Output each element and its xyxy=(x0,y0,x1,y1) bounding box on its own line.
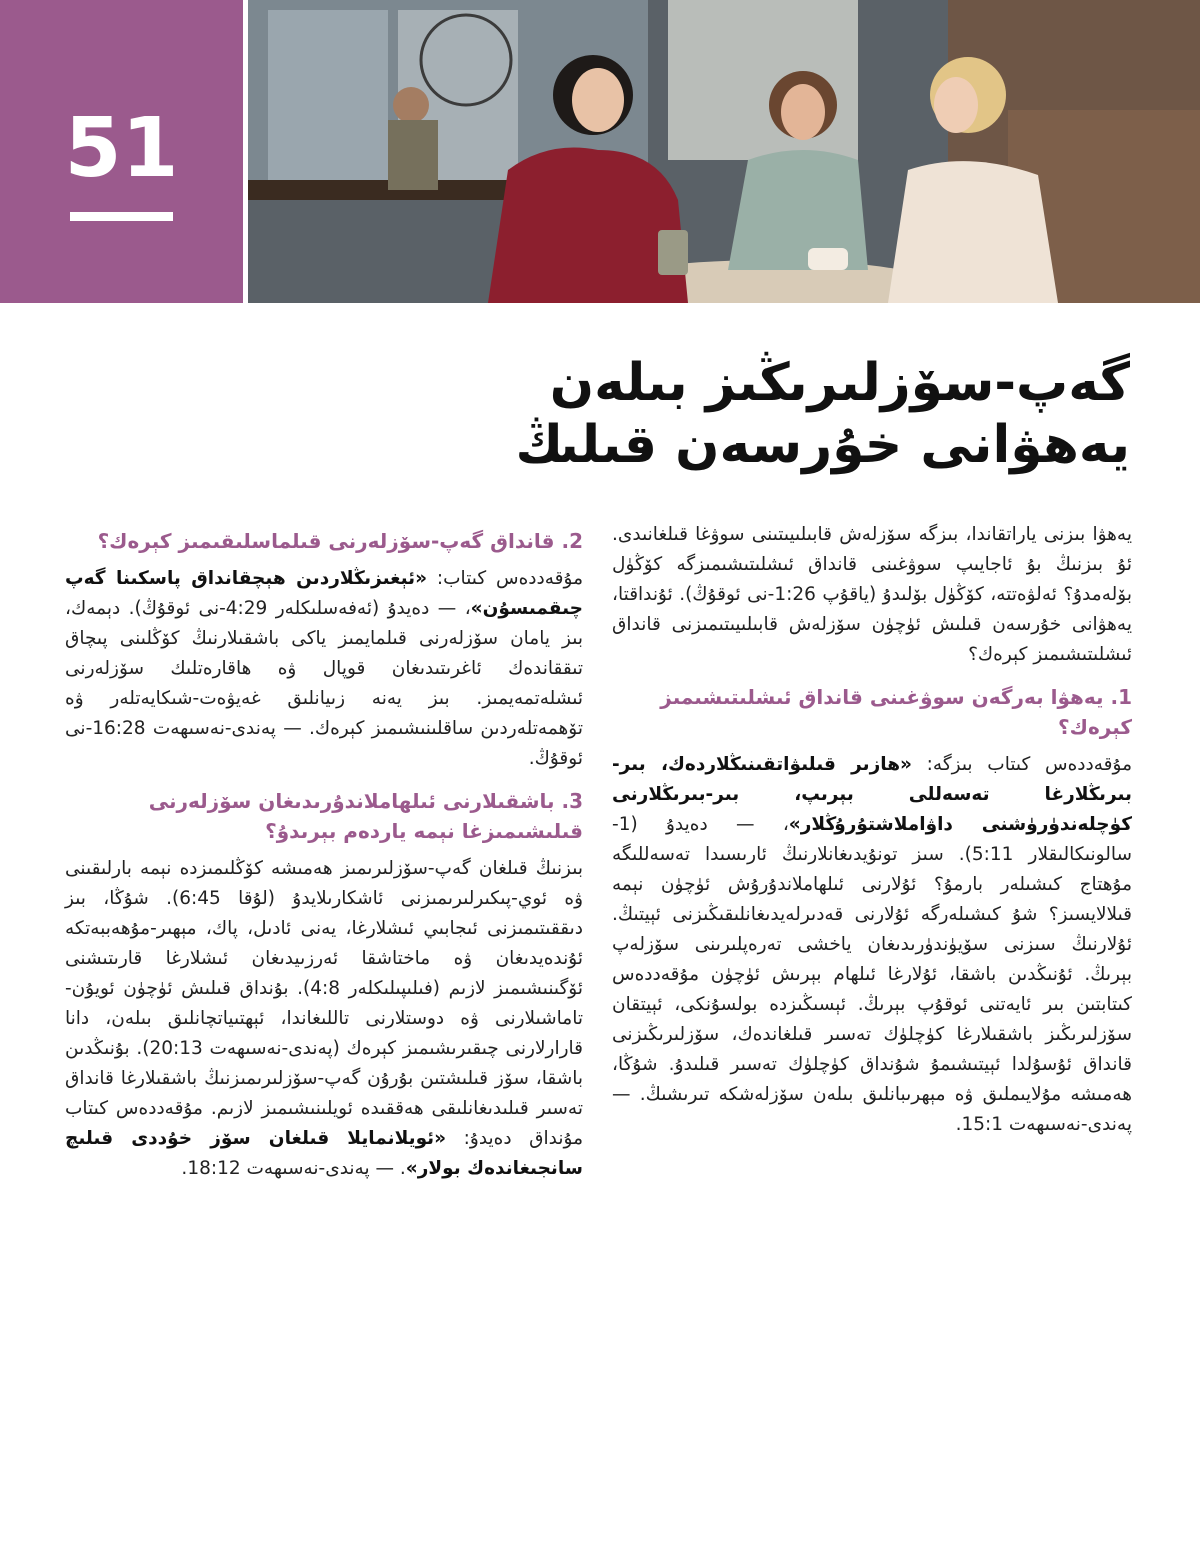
section-2-lead: مۇقەددەس كىتاب: xyxy=(427,568,583,589)
cafe-photo-illustration xyxy=(248,0,1200,303)
section-3-text: بىزنىڭ قىلغان گەپ-سۆزلىرىمىز ھەمىشە كۆڭلىمىزدە نېمە بارلىقىنى ۋە ئوي-پىكىرلىرىمىزنى ئاشكارىلايدۇ (لۇقا 6:45). شۇڭا، بىز دىققىتىمىزنى ئىجابىي ئىشلارغا، يەنى ئادىل، پاك، مېھىر-مۇھەببەتكە ئۇندەيدىغان ۋە ماختاشقا ئەرزىيدىغان ئىشلارغا قارىتىشنى ئۆگىنىشىمىز لازىم (فىلىپىلىكلەر 4:8). بۇنداق قىلىش ئۈچۈن ئويۇن-تاماشىلارنى ۋە دوستلارنى تاللىغاندا، ئېھتىياتچانلىق بىلەن، دانا قارارلارنى چىقىرىشىمىز كېرەك (پەندى-نەسىھەت 20:13). بۇنىڭدىن باشقا، سۆز قىلىشتىن بۇرۇن گەپ-سۆزلىرىمىزنىڭ باشقىلارغا قانداق تەسىر قىلىدىغانلىقى ھەققىدە ئويلىنىشىمىز لازىم. مۇقەددەس كىتاب مۇنداق دەيدۇ: xyxy=(65,858,584,1149)
section-3-quote: «ئويلانمايلا قىلغان سۆز خۇددى قىلىچ سانجىغاندەك بولار» xyxy=(65,1128,583,1179)
page-title xyxy=(230,352,1130,476)
section-3-tail: . — پەندى-نەسىھەت 18:12. xyxy=(181,1158,406,1179)
section-2-text: ، — دەيدۇ (ئەفەسلىكلەر 4:29-نى ئوقۇڭ). دېمەك، بىز يامان سۆزلەرنى قىلمايمىز ياكى باشقىلارنىڭ كۆڭلىنى پىچاق تىققاندەك ئاغرىتىدىغان قوپال ۋە ھاقارەتلىك سۆزلەرنى ئىشلەتمەيمىز. بىز يەنە زىيانلىق غەيۋەت-شىكايەتلەر ۋە تۆھمەتلەردىن ساقلىنىشىمىز كېرەك. — پەندى-نەسىھەت 16:28-نى ئوقۇڭ. xyxy=(65,598,583,769)
intro-paragraph: يەھۋا بىزنى ياراتقاندا، بىزگە سۆزلەش قابىلىيىتىنى سوۋغا قىلغانىدى. ئۇ بىزنىڭ بۇ ئاجايىپ سوۋغىنى قانداق ئىشلىتىشىمىزگە كۆڭۈل بۆلەمدۇ؟ ئەلۋەتتە، كۆڭۈل بۆلىدۇ (ياقۇپ 1:26-نى ئوقۇڭ). ئۇنداقتا، يەھۋانى خۇرسەن قىلىش ئۈچۈن سۆزلەش قابىلىيىتىمىزنى قانداق ئىشلىتىشىمىز كېرەك؟ xyxy=(612,524,1132,665)
section-2-quote: «ئېغىزىڭلاردىن ھېچقانداق پاسكىنا گەپ چىقمىسۇن» xyxy=(65,568,583,619)
right-column xyxy=(612,520,1132,1152)
title-line-2: يەھۋانى خۇرسەن قىلىڭ xyxy=(515,415,1130,475)
section-1-lead: مۇقەددەس كىتاب بىزگە: xyxy=(911,754,1132,775)
section-1-heading: 1. يەھۋا بەرگەن سوۋغىنى قانداق ئىشلىتىشىمىز كېرەك؟ xyxy=(660,685,1132,739)
section-1-text: ، — دەيدۇ (1-سالونىكالىقلار 5:11). سىز تونۇيدىغانلارنىڭ ئارىسىدا تەسەللىگە مۇھتاج كىشىلەر بارمۇ؟ ئۇلارنى ئىلھاملاندۇرۇش ئۈچۈن نېمە قىلالايسىز؟ شۇ كىشىلەرگە ئۇلارنى قەدىرلەيدىغانلىقىڭىزنى ئېيتىڭ. ئۇلارنىڭ سىزنى سۆيۈندۈرىدىغان ياخشى تەرەپلىرىنى سۆزلەپ بېرىڭ. ئۇنىڭدىن باشقا، ئۇلارغا ئىلھام بېرىش ئۈچۈن مۇقەددەس كىتابتىن بىر ئايەتنى ئوقۇپ بېرىڭ. ئېسىڭىزدە بولسۇنكى، ئېيتقان سۆزلىرىڭىز باشقىلارغا كۈچلۈك تەسىر قىلغاندەك، سۆزلىرىڭىزنى قانداق ئۇسۇلدا ئېيتىشىمۇ شۇنداق كۈچلۈك تەسىر قىلىدۇ. شۇڭا، ھەمىشە مۇلايىملىق ۋە مېھرىبانلىق بىلەن سۆزلەشكە تىرىشىڭ. — پەندى-نەسىھەت 15:1. xyxy=(612,814,1132,1135)
section-3-heading: 3. باشقىلارنى ئىلھاملاندۇرىدىغان سۆزلەرنى قىلىشىمىزغا نېمە ياردەم بېرىدۇ؟ xyxy=(148,789,583,843)
lesson-badge xyxy=(0,0,243,303)
section-1-paragraph xyxy=(612,750,1132,1140)
section-2-paragraph xyxy=(65,564,583,774)
cafe-photo xyxy=(248,0,1200,303)
section-3-paragraph xyxy=(65,854,583,1184)
lesson-underline xyxy=(70,212,173,221)
title-line-1: گەپ-سۆزلىرىڭىز بىلەن xyxy=(549,353,1130,413)
section-2-heading: 2. قانداق گەپ-سۆزلەرنى قىلماسلىقىمىز كېرەك؟ xyxy=(97,529,583,553)
section-1-quote: «ھازىر قىلىۋاتقىنىڭلاردەك، بىر-بىرىڭلارغا تەسەللى بېرىپ، بىر-بىرىڭلارنى كۈچلەندۈرۈشنى داۋاملاشتۇرۇڭلار» xyxy=(612,754,1132,835)
left-column xyxy=(65,520,583,1196)
lesson-number: 51 xyxy=(64,101,179,196)
